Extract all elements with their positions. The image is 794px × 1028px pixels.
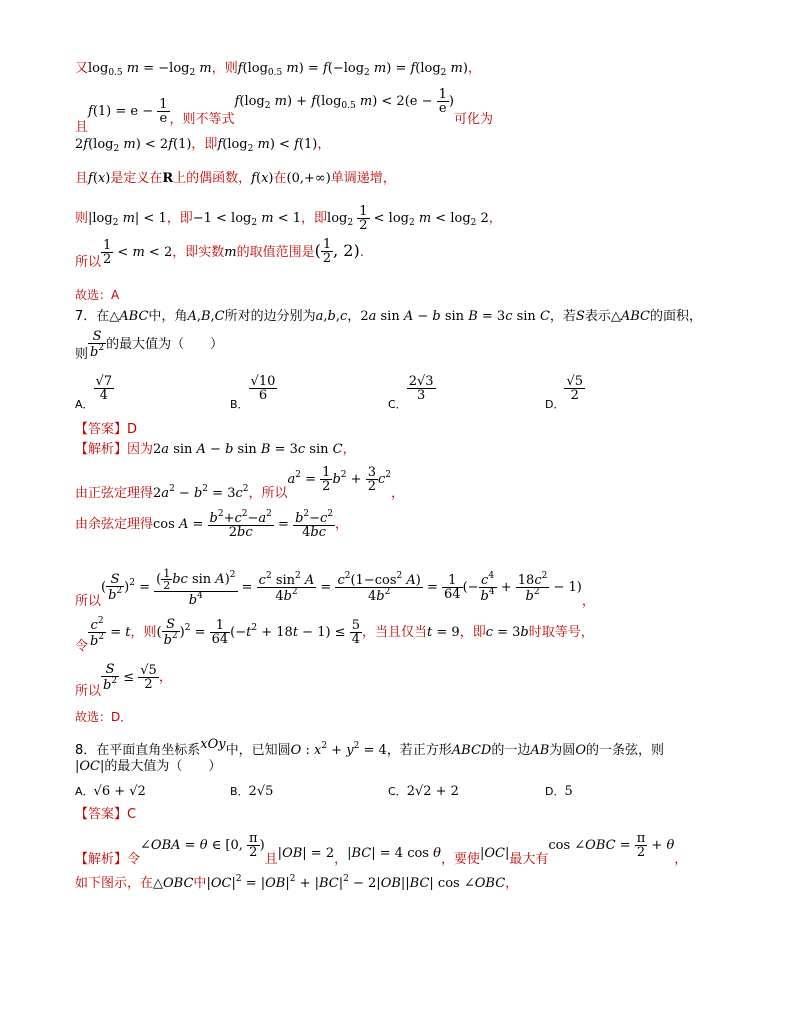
text: ， (390, 486, 404, 501)
solution-7-line-7: 故选：D． (75, 710, 133, 724)
math: cos ∠OBC = $\frac{\pi}{2}$ + θ (548, 831, 675, 860)
text: 【解析】令 (75, 852, 141, 867)
math: $f(\log_{0.5}$ $m) = f(-\log_2$ $m) = f(\log_2$ m) (237, 61, 468, 78)
text: ， (335, 517, 349, 532)
line-1 (75, 62, 481, 78)
answer-8 (75, 808, 136, 821)
math: S (575, 309, 585, 324)
math: $f(\log_2$ m) < f(1) (217, 137, 318, 154)
text: . (359, 245, 364, 260)
math: 2√2 + 2 (406, 784, 459, 799)
text: ，若 (549, 309, 576, 324)
math: △OBC (153, 876, 194, 891)
text: 的一条弦，则 (585, 743, 664, 758)
text: 则 (75, 211, 89, 226)
math: ABCD (451, 743, 492, 758)
option-label: B． (230, 398, 249, 411)
text: 的一边 (491, 743, 531, 758)
math: $\frac{√7}{4}$ (95, 374, 113, 403)
solution-7-line-2 (75, 466, 404, 500)
math: f(x) (251, 171, 274, 186)
text: 所以 (75, 255, 102, 270)
option-label: A． (75, 785, 94, 798)
option-a (75, 785, 146, 798)
line-7: 故选：A (75, 288, 120, 302)
text: 单调递增， (330, 171, 396, 186)
text: 又 (75, 61, 89, 76)
text: 如下图示，在 (75, 876, 154, 891)
math: R (162, 171, 174, 186)
text: ，则 (130, 625, 157, 640)
math: a,b,c (315, 309, 348, 324)
text: ， (581, 594, 595, 609)
text: 且 (75, 171, 89, 186)
option-label: A． (75, 398, 94, 411)
text: ，要使 (440, 852, 480, 867)
solution-7-line-4 (75, 568, 595, 608)
math: $|\log_2$ m| < 1 (88, 211, 167, 228)
math: (0,+∞) (286, 171, 331, 186)
text: 的最大值为（ ） (104, 759, 222, 774)
math: 2a sin A − b sin B = 3c sin C (153, 442, 343, 457)
text: 的面积， (649, 309, 702, 324)
math: $2f(\log_2$ m) < 2f(1) (75, 137, 192, 154)
math: ( $\frac{S}{b^2}$ )$^2$ = ( $\frac{1}{2}$ bc sin A)$^2$ $b^4$ = $\frac{c^2 \sin^2 A}{4b^2}$ = $\frac{c^2(1-\cos^2 A)}{4b^2}$ = $\frac{1}{64}$ (− $\frac{c^4}{b^4}$ + $\frac{18c^2}{b^2}$ − 1) (101, 567, 582, 608)
math: $\frac{S}{b^2}$ ≤ $\frac{√5}{2}$ (103, 662, 157, 693)
text: 所以 (75, 594, 102, 609)
text: ， (342, 442, 356, 457)
text: ， (347, 309, 361, 324)
text: 所对的边分别为 (224, 309, 316, 324)
math: △ABC (109, 309, 149, 324)
math: $\frac{c^2}{b^2}$ = t (90, 616, 131, 649)
option-label: B． (230, 785, 249, 798)
option-label: C． (388, 398, 407, 411)
text: ， (505, 876, 519, 891)
option-c (388, 785, 459, 798)
math: f(x) (88, 171, 111, 186)
text: 且 (264, 852, 278, 867)
text: 所以 (75, 684, 102, 699)
text: 是定义在 (110, 171, 163, 186)
option-d (545, 785, 573, 798)
text: ，当且仅当 (362, 625, 428, 640)
math: $\frac{2√3}{3}$ (408, 374, 434, 403)
text: 为圆 (549, 743, 576, 758)
text: 最大有 (509, 852, 549, 867)
text: 表示 (584, 309, 611, 324)
text: ， (674, 852, 688, 867)
line-6 (75, 238, 364, 269)
answer-label: 【答案】 (75, 422, 128, 437)
solution-7-line-5 (75, 617, 594, 653)
math: 2√5 (248, 784, 274, 799)
question-7-line-2 (75, 330, 223, 361)
text: ，则不等式 (169, 112, 235, 127)
math: f(1) = e − $\frac{1}{e}$ (88, 97, 168, 126)
text: 中，已知圆 (225, 743, 291, 758)
text: ， (334, 852, 348, 867)
math: A,B,C (187, 309, 225, 324)
text: 在 (273, 171, 287, 186)
text: ，所以 (248, 486, 288, 501)
math: |OC| (75, 759, 105, 774)
math: $a^2$ = $\frac{1}{2}$ $b^2$ + $\frac{3}{2}$ $c^2$ (287, 465, 391, 494)
solution-8-line-1 (75, 832, 687, 866)
math: cos A = $\frac{b^2+c^2-a^2}{2bc}$ = $\frac{b^2-c^2}{4bc}$ (153, 509, 334, 540)
math: $f(\log_2$ $m) + f(\log_{0.5}$ m) < 2(e − $\frac{1}{e}$ ) (234, 87, 454, 116)
option-label: C． (388, 785, 407, 798)
answer-7 (75, 423, 137, 436)
text: 可化为 (454, 112, 494, 127)
text: 则 (75, 347, 89, 362)
text: 时取等号， (528, 625, 594, 640)
math: $\frac{√10}{6}$ (250, 374, 276, 403)
math: ∠OBA = θ ∈ [0, $\frac{\pi}{2}$ ) (140, 831, 265, 860)
text: 上的偶函数， (173, 171, 252, 186)
line-5 (75, 205, 502, 232)
text: ， (317, 137, 331, 152)
math: ( $\frac{1}{2}$ , 2) (314, 237, 360, 266)
text: ， (158, 670, 172, 685)
text: 8．在平面直角坐标系 (75, 743, 201, 758)
option-b (230, 785, 273, 798)
math: $|OC|^2 = |OB|^2 + |BC|^2 - 2|OB||BC|$ cos ∠OBC (206, 874, 506, 891)
math: O : $x^2 + y^2 = 4$ (290, 741, 387, 758)
text: 令 (75, 639, 89, 654)
math: m (224, 245, 237, 260)
option-b (230, 375, 277, 410)
math: $\frac{√5}{2}$ (566, 374, 584, 403)
text: ，即 (301, 211, 328, 226)
math: |BC| = 4 cos θ (347, 846, 441, 861)
answer-value: C (127, 807, 137, 822)
math: $2a^2 - b^2 = 3c^2$ (153, 484, 249, 501)
math: $\frac{1}{2}$ < m < 2 (103, 238, 173, 267)
text: 【解析】因为 (75, 442, 154, 457)
math: $\frac{S}{b^2}$ (90, 329, 105, 360)
line-4 (75, 172, 396, 185)
math: ( $\frac{S}{b^2}$ )$^2$ = $\frac{1}{64}$ $(-t^2 + 18t - 1)$ ≤ $\frac{5}{4}$ (156, 617, 360, 648)
option-value: 5 (564, 784, 573, 799)
text: 7．在 (75, 309, 110, 324)
question-8 (75, 738, 664, 757)
solution-7-line-3 (75, 510, 348, 539)
answer-value: D (127, 422, 138, 437)
question-7 (75, 310, 702, 323)
text: ，即 (459, 625, 486, 640)
math: △ABC (610, 309, 650, 324)
text: ，即实数 (172, 245, 225, 260)
text: 的最大值为（ ） (106, 337, 224, 352)
math: t = 9 (427, 625, 460, 640)
solution-8-line-2 (75, 875, 518, 890)
line-3 (75, 138, 330, 154)
math: 2a sin A − b sin B = 3c sin C (360, 309, 550, 324)
text: ， (488, 211, 502, 226)
question-8-line-2 (75, 760, 221, 773)
answer-label: 【答案】 (75, 807, 128, 822)
solution-7-line-6 (75, 663, 172, 698)
math: |OC| (479, 846, 510, 861)
text: 中 (193, 876, 207, 891)
text: 中，角 (148, 309, 188, 324)
text: 由正弦定理得 (75, 486, 154, 501)
text: ，即 (166, 211, 193, 226)
option-label: D． (545, 785, 565, 798)
math: $\log_{0.5} m = -\log_2$ m (88, 61, 212, 78)
text: 由余弦定理得 (75, 517, 154, 532)
option-label: D． (545, 398, 565, 411)
option-c (388, 375, 436, 410)
option-d (545, 375, 585, 410)
text: 且 (75, 120, 89, 135)
math: $\log_2$ $\frac{1}{2}$ < $\log_2 m < \log_2 2$ (327, 204, 489, 233)
math: xOy (200, 737, 226, 752)
text: ，若正方形 (386, 743, 452, 758)
text: ，则 (211, 61, 238, 76)
text: ， (467, 61, 481, 76)
math: √6 + √2 (93, 784, 146, 799)
text: 的取值范围是 (236, 245, 315, 260)
math: |OB| = 2 (277, 846, 335, 861)
math: c = 3b (485, 625, 529, 640)
math: $-1 < \log_2 m < 1$ (192, 211, 302, 228)
math: O (575, 743, 586, 758)
line-2 (75, 88, 493, 134)
solution-7-line-1 (75, 443, 356, 456)
option-a (75, 375, 114, 410)
text: ，即 (191, 137, 218, 152)
math: AB (530, 743, 550, 758)
